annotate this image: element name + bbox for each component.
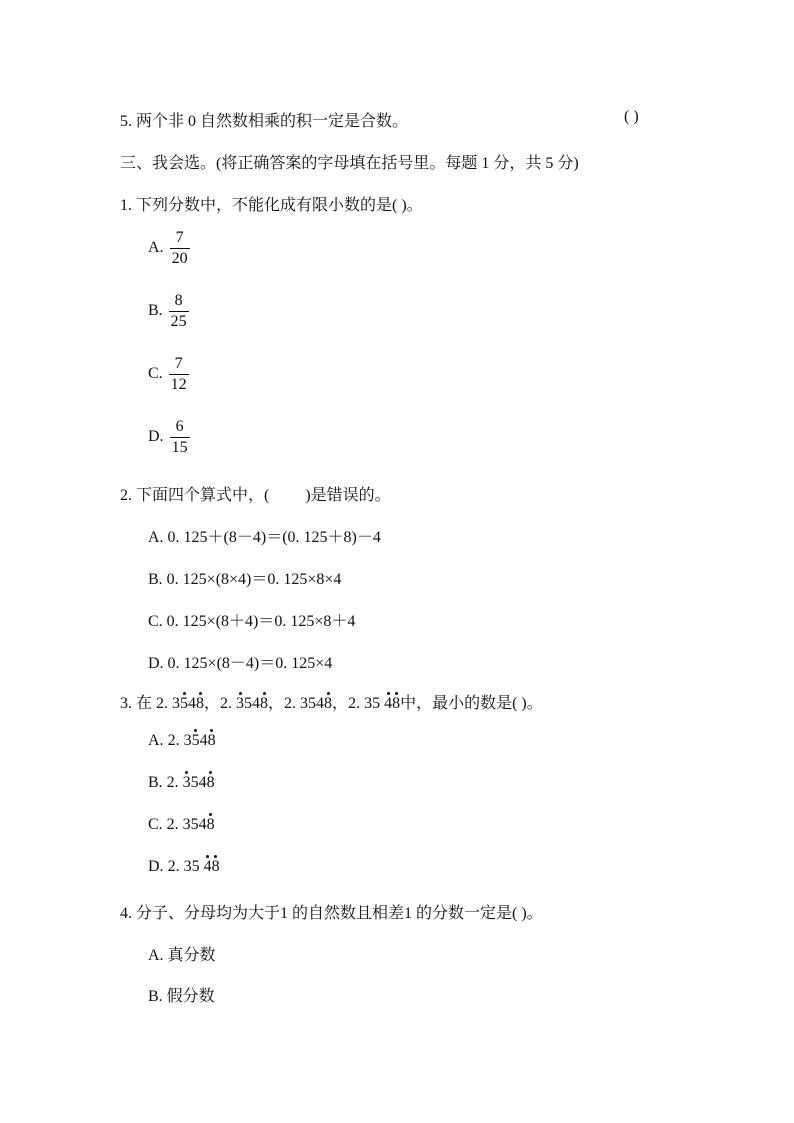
- q1-stem: 1. 下列分数中，不能化成有限小数的是( )。: [120, 197, 423, 214]
- fraction-numerator: 7: [175, 229, 184, 246]
- q3-option-d: D. 2. 35 48: [148, 858, 220, 875]
- q2-option-c: C. 0. 125×(8＋4)＝0. 125×8＋4: [148, 613, 356, 630]
- fraction-numerator: 6: [175, 418, 184, 435]
- fraction-denominator: 12: [170, 376, 187, 393]
- q1-option-c-label: C.: [148, 365, 163, 383]
- repeating-decimal-4: 2. 35 48: [348, 695, 401, 712]
- q2-option-a: A. 0. 125＋(8－4)＝(0. 125＋8)－4: [148, 529, 381, 546]
- fraction-numerator: 7: [174, 355, 183, 372]
- q2-stem-pre: 2. 下面四个算式中，(: [120, 487, 270, 504]
- q1-option-d-fraction: [170, 417, 190, 458]
- repeating-decimal-2: 2. 3548: [220, 695, 269, 712]
- fraction-numerator: 8: [174, 292, 183, 309]
- q2-stem: [120, 482, 391, 505]
- repeating-decimal-3: 2. 3548: [284, 695, 333, 712]
- q3-stem: 3. 在 2. 3548，2. 3548，2. 3548，2. 35 48中，最小的数是( )。: [120, 695, 543, 712]
- q4-stem: 4. 分子、分母均为大于1 的自然数且相差1 的分数一定是( )。: [120, 905, 543, 922]
- q3-suffix: 中，最小的数是( )。: [400, 695, 543, 712]
- q2-option-b: B. 0. 125×(8×4)＝0. 125×8×4: [148, 571, 342, 588]
- section3-heading: 三、我会选。(将正确答案的字母填在括号里。每题 1 分，共 5 分): [120, 155, 579, 172]
- fraction-denominator: 15: [171, 439, 188, 456]
- q4-option-b: B. 假分数: [148, 988, 215, 1005]
- q1-option-a-label: A.: [148, 239, 164, 257]
- q1-option-a: [148, 228, 190, 269]
- repeating-decimal-1: 2. 3548: [156, 695, 205, 712]
- q1-option-c-fraction: [169, 354, 189, 395]
- q1-option-d: [148, 417, 190, 458]
- q4-option-a: A. 真分数: [148, 947, 216, 964]
- q1-option-b-label: B.: [148, 302, 163, 320]
- fraction-denominator: 20: [171, 250, 188, 267]
- q5-text: 5. 两个非 0 自然数相乘的积一定是合数。: [120, 113, 409, 130]
- fraction-denominator: 25: [170, 313, 187, 330]
- q1-option-c: [148, 354, 189, 395]
- q1-option-b-fraction: [169, 291, 189, 332]
- q2-stem-post: )是错误的。: [305, 487, 391, 504]
- q3-prefix: 3. 在: [120, 695, 157, 712]
- q2-option-d: D. 0. 125×(8－4)＝0. 125×4: [148, 655, 333, 672]
- q5-answer-paren[interactable]: ( ): [624, 108, 639, 125]
- q1-option-b: [148, 291, 189, 332]
- q3-option-a: A. 2. 3548: [148, 732, 216, 749]
- q1-option-d-label: D.: [148, 428, 164, 446]
- q3-option-c: C. 2. 3548: [148, 816, 215, 833]
- q1-option-a-fraction: [170, 228, 190, 269]
- q3-option-b: B. 2. 3548: [148, 774, 215, 791]
